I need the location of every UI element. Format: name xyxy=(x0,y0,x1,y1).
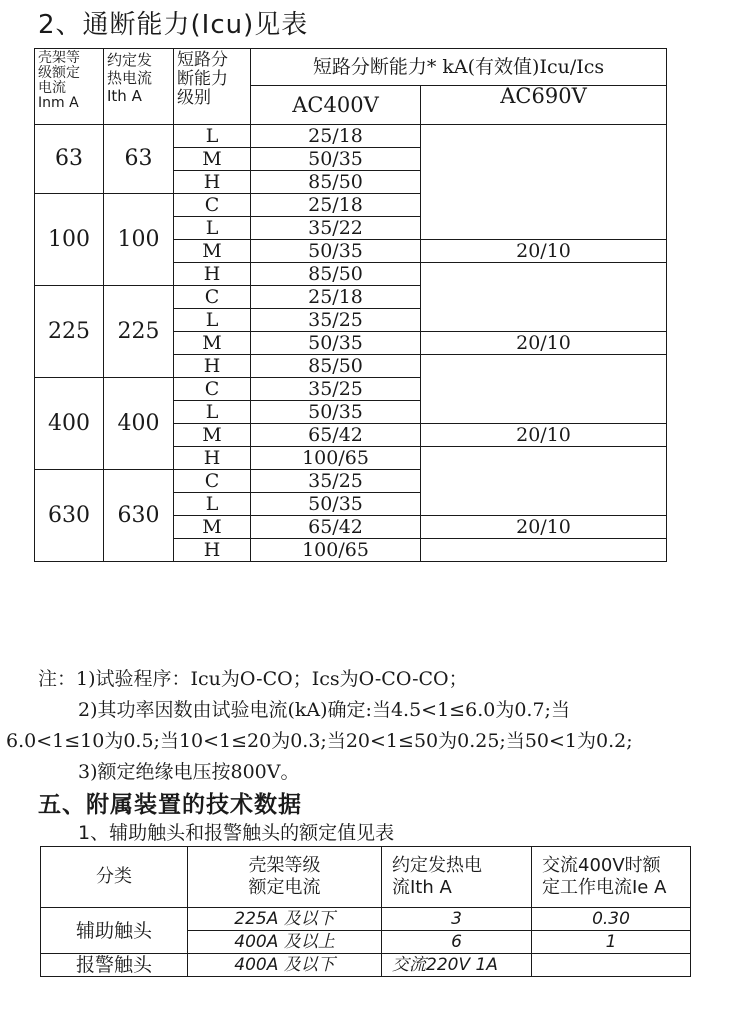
breaking-level-cell: C xyxy=(174,194,251,217)
breaking-level-cell: L xyxy=(174,309,251,332)
aux-row-1-frame: 225A 及以下 xyxy=(188,908,382,931)
breaking-level-cell: L xyxy=(174,217,251,240)
header-ac400v: AC400V xyxy=(251,86,421,125)
breaking-level-cell: H xyxy=(174,355,251,378)
ac690v-cell: 20/10 xyxy=(421,240,667,263)
frame-current-cell: 100 xyxy=(35,194,104,286)
breaking-level-cell: H xyxy=(174,447,251,470)
alarm-row-frame: 400A 及以下 xyxy=(188,954,382,977)
agreed-current-cell: 400 xyxy=(104,378,174,470)
note-3: 3)额定绝缘电压按800V。 xyxy=(78,761,300,783)
ac690v-blank-cell xyxy=(421,355,667,424)
agreed-current-cell: 225 xyxy=(104,286,174,378)
note-2: 2)其功率因数由试验电流(kA)确定:当4.5<1≤6.0为0.7;当 xyxy=(78,699,570,721)
aux-row-2-ith: 6 xyxy=(382,931,532,954)
agreed-current-cell: 100 xyxy=(104,194,174,286)
note-1: 注：1)试验程序：Icu为O-CO；Ics为O-CO-CO； xyxy=(38,668,468,690)
frame-current-cell: 225 xyxy=(35,286,104,378)
breaking-level-cell: H xyxy=(174,263,251,286)
ac400v-cell: 25/18 xyxy=(251,194,421,217)
alarm-row-ith: 交流220V 1A xyxy=(382,954,532,977)
header-agreed-current: 约定发 热电流 Ith A xyxy=(104,49,174,125)
ac690v-blank-cell xyxy=(421,263,667,332)
ac400v-cell: 65/42 xyxy=(251,424,421,447)
ac400v-cell: 25/18 xyxy=(251,125,421,148)
breaking-level-cell: C xyxy=(174,286,251,309)
header-frame-current: 壳架等 级额定 电流 Inm A xyxy=(35,49,104,125)
ac400v-cell: 35/22 xyxy=(251,217,421,240)
breaking-level-cell: H xyxy=(174,171,251,194)
breaking-level-cell: L xyxy=(174,125,251,148)
agreed-current-cell: 630 xyxy=(104,470,174,562)
breaking-level-cell: M xyxy=(174,424,251,447)
ac400v-cell: 100/65 xyxy=(251,539,421,562)
section5-title: 五、附属装置的技术数据 xyxy=(38,792,302,818)
frame-current-cell: 400 xyxy=(35,378,104,470)
ac400v-cell: 50/35 xyxy=(251,493,421,516)
breaking-level-cell: H xyxy=(174,539,251,562)
ac400v-cell: 50/35 xyxy=(251,332,421,355)
agreed-current-cell: 63 xyxy=(104,125,174,194)
ac690v-blank-cell xyxy=(421,125,667,240)
notes xyxy=(6,664,718,788)
aux-row-2-ie: 1 xyxy=(532,931,691,954)
ac690v-cell: 20/10 xyxy=(421,424,667,447)
breaking-level-cell: M xyxy=(174,240,251,263)
ac690v-blank-cell xyxy=(421,447,667,516)
note-2-cont: 6.0<1≤10为0.5;当10<1≤20为0.3;当20<1≤50为0.25;当50<1为0.2; xyxy=(6,730,633,752)
breaking-level-cell: M xyxy=(174,332,251,355)
frame-current-cell: 630 xyxy=(35,470,104,562)
subsection-title: 1、辅助触头和报警触头的额定值见表 xyxy=(78,822,395,844)
breaking-level-cell: L xyxy=(174,401,251,424)
ac400v-cell: 35/25 xyxy=(251,309,421,332)
header-breaking-capacity: 短路分断能力* kA(有效值)Icu/Ics xyxy=(251,49,667,86)
ac400v-cell: 50/35 xyxy=(251,148,421,171)
ac400v-cell: 35/25 xyxy=(251,470,421,493)
breaking-level-cell: M xyxy=(174,516,251,539)
frame-current-cell: 63 xyxy=(35,125,104,194)
breaking-level-cell: C xyxy=(174,470,251,493)
ac690v-cell: 20/10 xyxy=(421,332,667,355)
breaking-level-cell: C xyxy=(174,378,251,401)
ac690v-cell: 20/10 xyxy=(421,516,667,539)
aux-row-1-ie: 0.30 xyxy=(532,908,691,931)
header-category: 分类 xyxy=(41,847,188,908)
alarm-contact-label: 报警触头 xyxy=(41,954,188,977)
breaking-level-cell: L xyxy=(174,493,251,516)
ac400v-cell: 100/65 xyxy=(251,447,421,470)
section-title: 2、通断能力(Icu)见表 xyxy=(38,10,309,40)
ac400v-cell: 85/50 xyxy=(251,171,421,194)
breaking-level-cell: M xyxy=(174,148,251,171)
ac400v-cell: 50/35 xyxy=(251,240,421,263)
aux-row-2-frame: 400A 及以上 xyxy=(188,931,382,954)
ac400v-cell: 35/25 xyxy=(251,378,421,401)
header-agreed-heating: 约定发热电 流Ith A xyxy=(382,847,532,908)
ac400v-cell: 25/18 xyxy=(251,286,421,309)
ac400v-cell: 85/50 xyxy=(251,263,421,286)
aux-row-1-ith: 3 xyxy=(382,908,532,931)
contact-ratings-table xyxy=(40,846,691,977)
alarm-row-ie xyxy=(532,954,691,977)
ac400v-cell: 85/50 xyxy=(251,355,421,378)
aux-contact-label: 辅助触头 xyxy=(41,908,188,954)
ac690v-blank-cell xyxy=(421,539,667,562)
header-frame-rated: 壳架等级 额定电流 xyxy=(188,847,382,908)
table-row xyxy=(35,125,667,148)
header-breaking-level: 短路分 断能力 级别 xyxy=(174,49,251,125)
ac400v-cell: 65/42 xyxy=(251,516,421,539)
ac400v-cell: 50/35 xyxy=(251,401,421,424)
breaking-capacity-table xyxy=(34,48,667,562)
header-ac400v-current: 交流400V时额 定工作电流Ie A xyxy=(532,847,691,908)
header-ac690v: AC690V xyxy=(421,86,667,125)
